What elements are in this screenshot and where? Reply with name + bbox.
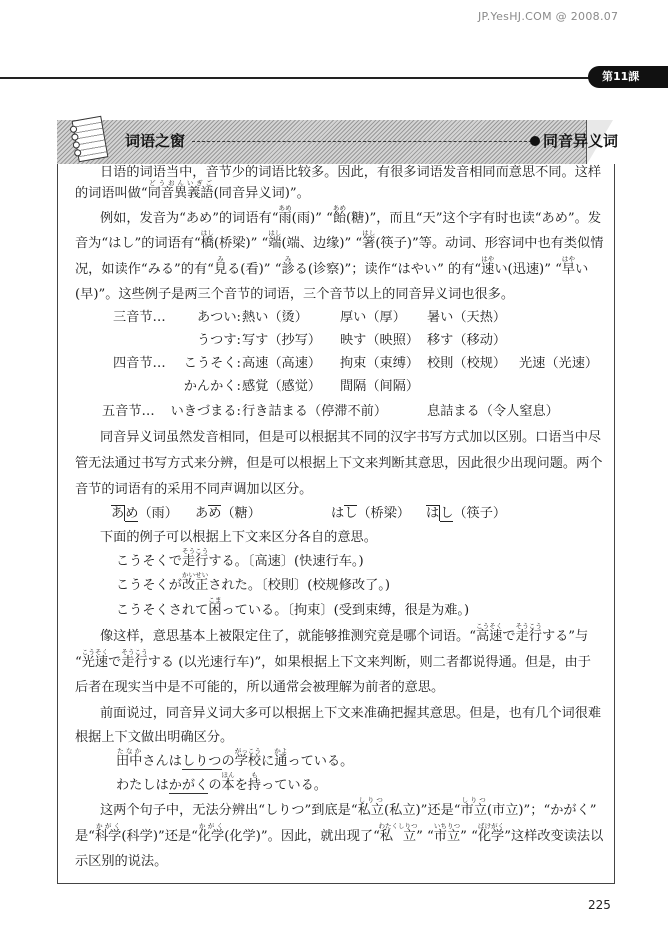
syllable-count-label: 三音节… [113, 310, 166, 325]
ruby-word: 化学ばけがく [477, 822, 505, 844]
text-line: 况，如读作“みる”的有“見みる(看)” “診みる(诊察)”；读作“はやい” 的有“速はやい(迅速)” “早はやい [75, 255, 589, 277]
furigana: はや [481, 255, 495, 263]
homonym-entry: 高速（高速） [242, 356, 322, 371]
homonym-entry: 暑い（天热） [427, 310, 507, 325]
text-line: (早)”。这些例子是两三个音节的词语，三个音节以上的同音异义词也很多。 [75, 287, 515, 302]
pitch-example [111, 506, 178, 522]
furigana: こうそく [476, 622, 503, 630]
ruby-word: 市立しりつ [460, 796, 487, 818]
ruby-word: 改正かいせい [181, 571, 209, 593]
text-line: 日语的词语当中，音节少的词语比较多。因此，有很多词语发音相同而意思不同。这样 [100, 165, 602, 180]
ruby-word: 化学かがく [197, 822, 225, 844]
syllable-count-label: 四音节… [113, 356, 166, 371]
furigana: しりつ [460, 796, 487, 804]
pitch-kana: はし [426, 506, 454, 521]
homonym-entry: 行き詰まる（停滞不前） [242, 404, 388, 419]
ruby-word: 早はや [561, 255, 576, 277]
ruby-word: 橋はし [200, 229, 214, 251]
pitch-kana: あめ [195, 506, 222, 521]
text-line: 是“科学かがく(科学)”还是“化学かがく(化学)”。因此，就出现了“私 立わたくしりつ” “市立いちりつ” “化学ばけがく”这样改变读法以 [75, 822, 604, 844]
ruby-word: 学校がっこう [234, 747, 262, 769]
furigana: はし [362, 229, 376, 237]
pitch-kana: あめ [111, 506, 139, 521]
reading-label: かんかく: [183, 379, 241, 394]
section-label: 词语之窗 [125, 132, 186, 150]
pitch-gloss: （糖） [221, 506, 261, 521]
ruby-word: 飴あめ [332, 204, 347, 226]
furigana: かがく [94, 822, 122, 830]
furigana: たなか [116, 747, 143, 755]
ruby-word: 田中たなか [116, 747, 143, 769]
furigana: わたくしりつ [378, 822, 418, 830]
text-line: 的词语叫做“同音異義語どうおんいぎご(同音异义词)”。 [75, 179, 310, 201]
furigana: かいせい [181, 571, 209, 579]
ruby-word: 雨あめ [278, 204, 292, 226]
text-line: 示区别的说法。 [75, 854, 168, 869]
furigana: はや [561, 255, 576, 263]
ruby-word: 本ほん [221, 771, 235, 793]
furigana: はし [268, 229, 282, 237]
reading-label: うつす: [196, 333, 241, 348]
furigana: かよ [274, 747, 288, 755]
furigana: いちりつ [433, 822, 461, 830]
ruby-word: 高速こうそく [476, 622, 503, 644]
ruby-word: 私 立わたくしりつ [378, 822, 418, 844]
underlined-word: しりつ [181, 754, 222, 769]
ruby-word: 速はや [481, 255, 495, 277]
page-number: 225 [588, 898, 611, 912]
homonym-entry: 間隔（间隔） [340, 379, 420, 394]
text-line: 同音异义词虽然发音相同，但是可以根据其不同的汉字书写方式加以区别。口语当中尽 [100, 430, 602, 445]
text-line: 音为“はし”的词语有“橋はし(桥梁)” “端はし(端、边缘)” “箸はし(筷子)”等。动词、形容词中也有类似情 [75, 229, 604, 251]
text-line: こうそくされて困こまっている。〔拘束〕(受到束缚，很是为难。) [116, 596, 470, 618]
watermark: JP.YesHJ.COM @ 2008.07 [478, 10, 619, 23]
section-title: 同音异义词 [543, 132, 619, 150]
furigana: ばけがく [477, 822, 505, 830]
underlined-word: かがく [168, 778, 209, 793]
reading-label: こうそく: [183, 356, 241, 371]
furigana: こま [208, 596, 222, 604]
ruby-word: 市立いちりつ [433, 822, 461, 844]
ruby-word: 走行そうこう [515, 622, 542, 644]
text-line: 管无法通过书写方式来分辨，但是可以根据上下文来判断其意思，因此很少出现问题。两个 [75, 456, 603, 471]
homonym-entry: 拘束（束缚） [340, 356, 420, 371]
pitch-example [195, 506, 261, 522]
furigana: あめ [332, 204, 347, 212]
text-line: 像这样，意思基本上被限定住了，就能够推测究竟是哪个词语。“高速こうそくで走行そうこうする”与 [100, 622, 589, 644]
furigana: かがく [197, 822, 225, 830]
text-line: 例如，发音为“あめ”的词语有“雨あめ(雨)” “飴あめ(糖)”，而且“天”这个字有时也读“あめ”。发 [100, 204, 602, 226]
furigana: はし [200, 229, 214, 237]
ruby-word: 私立しりつ [357, 796, 384, 818]
ruby-word: 診み [281, 255, 295, 277]
ruby-word: 見み [213, 255, 228, 277]
furigana: どうおんいぎご [147, 179, 214, 187]
ruby-word: 同音異義語どうおんいぎご [147, 179, 214, 201]
lesson-tab: 第11課 [588, 66, 668, 88]
dashed-connector [192, 141, 532, 142]
ruby-word: 困こま [208, 596, 222, 618]
furigana: がっこう [234, 747, 262, 755]
text-line: 音节的词语有的采用不同声调加以区分。 [75, 482, 313, 497]
furigana: み [281, 255, 295, 263]
ruby-word: 走行そうこう [181, 547, 209, 569]
ruby-word: 端はし [268, 229, 282, 251]
pitch-gloss: （雨） [138, 506, 178, 521]
homonym-entry: 厚い（厚） [340, 310, 406, 325]
pitch-example [426, 506, 506, 522]
furigana: そうこう [121, 648, 148, 656]
pitch-example [331, 506, 410, 522]
homonym-entry: 映す（映照） [340, 333, 420, 348]
text-line: 根据上下文做出明确区分。 [75, 730, 234, 745]
homonym-entry: 感覚（感觉） [242, 379, 322, 394]
pitch-kana: はし [331, 506, 358, 521]
text-line: 田中たなかさんはしりつの学校がっこうに通かよっている。 [116, 747, 354, 769]
furigana: こうそく [81, 648, 109, 656]
homonym-entry: 息詰まる（令人窒息） [427, 404, 559, 419]
text-line: こうそくが改正かいせいされた。〔校則〕(校规修改了。) [116, 571, 391, 593]
text-line: 下面的例子可以根据上下文来区分各自的意思。 [100, 530, 377, 545]
text-line: “光速こうそくで走行そうこうする (以光速行车)”，如果根据上下文来判断，则二者都说得通。但是，由于 [75, 648, 591, 670]
ruby-word: 光速こうそく [81, 648, 109, 670]
furigana: も [247, 771, 262, 779]
text-line: 后者在现实当中是不可能的，所以通常会被理解为前者的意思。 [75, 680, 445, 695]
text-line: わたしはかがくの本ほんを持もっている。 [116, 771, 327, 793]
header-rule [0, 77, 600, 79]
ruby-word: 走行そうこう [121, 648, 148, 670]
homonym-entry: 校則（校规） [427, 356, 507, 371]
pitch-gloss: （桥梁） [357, 506, 411, 521]
furigana: あめ [278, 204, 292, 212]
text-line: 前面说过，同音异义词大多可以根据上下文来准确把握其意思。但是，也有几个词很难 [100, 706, 602, 721]
furigana: ほん [221, 771, 235, 779]
ruby-word: 科学かがく [94, 822, 122, 844]
bullet-dot [530, 136, 540, 146]
ruby-word: 持も [247, 771, 262, 793]
furigana: そうこう [515, 622, 542, 630]
homonym-entry: 写す（抄写） [242, 333, 322, 348]
text-line: こうそくで走行そうこうする。〔高速〕(快速行车。) [116, 547, 364, 569]
furigana: み [213, 255, 228, 263]
reading-label: あつい: [196, 310, 241, 325]
reading-label: いきづまる: [170, 404, 241, 419]
furigana: しりつ [357, 796, 384, 804]
homonym-entry: 移す（移动） [427, 333, 507, 348]
homonym-entry: 光速（光速） [519, 356, 599, 371]
pitch-gloss: （筷子） [453, 506, 507, 521]
ruby-word: 箸はし [362, 229, 376, 251]
furigana: そうこう [181, 547, 209, 555]
text-line: 这两个句子中，无法分辨出“しりつ”到底是“私立しりつ(私立)”还是“市立しりつ(市立)”；“かがく” [100, 796, 597, 818]
ruby-word: 通かよ [274, 747, 288, 769]
syllable-count-label: 五音节… [102, 404, 155, 419]
homonym-entry: 熱い（烫） [242, 310, 308, 325]
